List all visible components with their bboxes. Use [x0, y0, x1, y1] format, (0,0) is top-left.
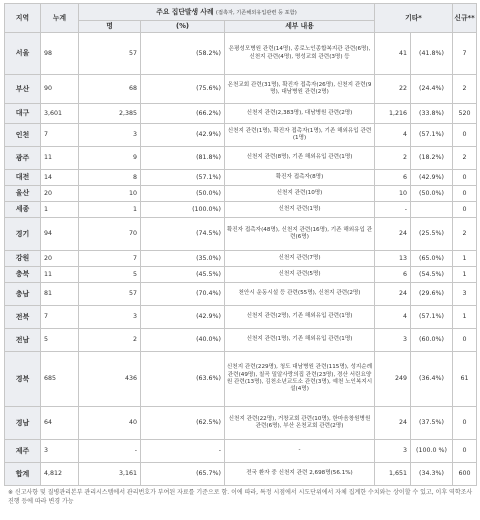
- cluster-count-cell: 3: [79, 306, 141, 329]
- region-cell: 세종: [5, 202, 41, 218]
- cluster-pct-cell: (35.0%): [141, 251, 225, 267]
- region-cell: 충남: [5, 283, 41, 306]
- cluster-pct-cell: (58.2%): [141, 33, 225, 75]
- other-count-cell: 6: [375, 267, 411, 283]
- other-pct-cell: (24.4%): [411, 75, 453, 104]
- new-cell: 520: [453, 104, 477, 124]
- detail-cell: 은평성모병원 관련(14명), 종로노인종합복지관 관련(6명), 신천지 관련(4명), 명성교회 관련(3명) 등: [225, 33, 375, 75]
- detail-cell: 신천지 관련(1명): [225, 202, 375, 218]
- cluster-pct-cell: (62.5%): [141, 407, 225, 440]
- col-cluster-group: [79, 4, 375, 21]
- cluster-count-cell: 5: [79, 267, 141, 283]
- col-other: 기타*: [375, 4, 453, 33]
- other-count-cell: 1,216: [375, 104, 411, 124]
- col-detail: 세부 내용: [225, 21, 375, 33]
- new-cell: 600: [453, 463, 477, 486]
- other-count-cell: 13: [375, 251, 411, 267]
- cumulative-cell: 1: [41, 202, 79, 218]
- table-row: [5, 267, 477, 283]
- new-cell: 2: [453, 75, 477, 104]
- cluster-pct-cell: -: [141, 440, 225, 463]
- detail-cell: 신천지 관련(10명): [225, 186, 375, 202]
- cluster-pct-cell: (40.0%): [141, 329, 225, 352]
- table-row: [5, 329, 477, 352]
- other-pct-cell: (57.1%): [411, 306, 453, 329]
- region-cell: 경북: [5, 352, 41, 407]
- cluster-pct-cell: (45.5%): [141, 267, 225, 283]
- other-count-cell: 41: [375, 33, 411, 75]
- cluster-count-cell: 2,385: [79, 104, 141, 124]
- other-pct-cell: (37.5%): [411, 407, 453, 440]
- other-pct-cell: (36.4%): [411, 352, 453, 407]
- other-count-cell: 10: [375, 186, 411, 202]
- new-cell: 0: [453, 329, 477, 352]
- other-pct-cell: (65.0%): [411, 251, 453, 267]
- col-new: 신규**: [453, 4, 477, 33]
- cumulative-cell: 3: [41, 440, 79, 463]
- cumulative-cell: 7: [41, 124, 79, 147]
- new-cell: 0: [453, 186, 477, 202]
- detail-cell: 확진자 접촉자(48명), 신천지 관련(16명), 기존 해외유입 관련(6명): [225, 218, 375, 251]
- other-pct-cell: (25.5%): [411, 218, 453, 251]
- table-row: [5, 283, 477, 306]
- total-row: [5, 463, 477, 486]
- detail-cell: 천안시 운동시설 등 관련(55명), 신천지 관련(2명): [225, 283, 375, 306]
- regional-status-table: [4, 3, 477, 486]
- region-cell: 전남: [5, 329, 41, 352]
- new-cell: 2: [453, 218, 477, 251]
- new-cell: 1: [453, 267, 477, 283]
- other-count-cell: 22: [375, 75, 411, 104]
- table-row: [5, 104, 477, 124]
- region-cell: 부산: [5, 75, 41, 104]
- new-cell: 1: [453, 251, 477, 267]
- new-cell: 1: [453, 306, 477, 329]
- table-row: [5, 75, 477, 104]
- cluster-count-cell: 8: [79, 170, 141, 186]
- other-pct-cell: [411, 202, 453, 218]
- other-pct-cell: (34.3%): [411, 463, 453, 486]
- detail-cell: 전국 환자 중 신천지 관련 2,698명(56.1%): [225, 463, 375, 486]
- cluster-pct-cell: (65.7%): [141, 463, 225, 486]
- table-row: [5, 186, 477, 202]
- other-count-cell: 4: [375, 306, 411, 329]
- new-cell: 2: [453, 147, 477, 170]
- table-row: [5, 147, 477, 170]
- cluster-pct-cell: (66.2%): [141, 104, 225, 124]
- table-row: [5, 33, 477, 75]
- detail-cell: 신천지 관련(1명), 확진자 접촉자(1명), 기존 해외유입 관련(1명): [225, 124, 375, 147]
- other-count-cell: 24: [375, 407, 411, 440]
- cluster-count-cell: -: [79, 440, 141, 463]
- table-row: [5, 306, 477, 329]
- region-cell: 서울: [5, 33, 41, 75]
- other-count-cell: 24: [375, 218, 411, 251]
- cumulative-cell: 11: [41, 267, 79, 283]
- other-count-cell: -: [375, 202, 411, 218]
- cluster-count-cell: 436: [79, 352, 141, 407]
- cumulative-cell: 20: [41, 186, 79, 202]
- other-pct-cell: (54.5%): [411, 267, 453, 283]
- other-pct-cell: (42.9%): [411, 170, 453, 186]
- cluster-count-cell: 70: [79, 218, 141, 251]
- footnote: ※ 신고사항 및 질병관리본부 관리시스템에서 관리번호가 부여된 자료를 기준으로 함. 이에 따라, 특정 시점에서 시도단위에서 자체 집계한 수치와는 상이할 수 있고, 이후 역학조사 진행 등에 따라 변경 가능: [8, 489, 473, 506]
- cumulative-cell: 20: [41, 251, 79, 267]
- table-row: [5, 407, 477, 440]
- other-pct-cell: (50.0%): [411, 186, 453, 202]
- new-cell: 61: [453, 352, 477, 407]
- cluster-pct-cell: (42.9%): [141, 306, 225, 329]
- cluster-count-cell: 10: [79, 186, 141, 202]
- cluster-count-cell: 3,161: [79, 463, 141, 486]
- region-cell: 광주: [5, 147, 41, 170]
- other-count-cell: 1,651: [375, 463, 411, 486]
- other-pct-cell: (41.8%): [411, 33, 453, 75]
- cluster-count-cell: 57: [79, 283, 141, 306]
- other-pct-cell: (100.0 %): [411, 440, 453, 463]
- other-pct-cell: (60.0%): [411, 329, 453, 352]
- new-cell: 3: [453, 283, 477, 306]
- region-cell: 경남: [5, 407, 41, 440]
- other-pct-cell: (29.6%): [411, 283, 453, 306]
- cluster-pct-cell: (75.6%): [141, 75, 225, 104]
- cluster-count-cell: 1: [79, 202, 141, 218]
- cumulative-cell: 90: [41, 75, 79, 104]
- detail-cell: 신천지 관련(5명): [225, 267, 375, 283]
- cluster-pct-cell: (74.5%): [141, 218, 225, 251]
- cluster-count-cell: 2: [79, 329, 141, 352]
- new-cell: 0: [453, 407, 477, 440]
- region-cell: 경기: [5, 218, 41, 251]
- detail-cell: 온천교회 관련(31명), 확진자 접촉자(26명), 신천지 관련(9명), 대남병원 관련(2명): [225, 75, 375, 104]
- cumulative-cell: 7: [41, 306, 79, 329]
- table-row: [5, 202, 477, 218]
- cumulative-cell: 64: [41, 407, 79, 440]
- region-cell: 제주: [5, 440, 41, 463]
- cluster-count-cell: 40: [79, 407, 141, 440]
- cluster-pct-cell: (100.0%): [141, 202, 225, 218]
- new-cell: 0: [453, 202, 477, 218]
- other-count-cell: 3: [375, 440, 411, 463]
- region-cell: 대구: [5, 104, 41, 124]
- detail-cell: 신천지 관련(229명), 청도 대남병원 관련(115명), 성지순례 관련(49명), 칠곡 밀알사랑의집 관련(23명), 경산 서린요양원 관련(13명), 김천소년교도소 관련(3명), 예천 노인복지시설(4명): [225, 352, 375, 407]
- cluster-pct-cell: (63.6%): [141, 352, 225, 407]
- col-cumulative: 누계: [41, 4, 79, 33]
- table-row: [5, 440, 477, 463]
- cluster-pct-cell: (70.4%): [141, 283, 225, 306]
- region-cell: 합계: [5, 463, 41, 486]
- cumulative-cell: 3,601: [41, 104, 79, 124]
- table-row: [5, 251, 477, 267]
- other-count-cell: 24: [375, 283, 411, 306]
- detail-cell: -: [225, 440, 375, 463]
- cluster-note: (접촉자, 기존해외유입관련 등 포함): [215, 9, 297, 16]
- detail-cell: 확진자 접촉자(8명): [225, 170, 375, 186]
- cluster-pct-cell: (50.0%): [141, 186, 225, 202]
- cumulative-cell: 81: [41, 283, 79, 306]
- region-cell: 강원: [5, 251, 41, 267]
- other-count-cell: 6: [375, 170, 411, 186]
- cumulative-cell: 4,812: [41, 463, 79, 486]
- detail-cell: 신천지 관련(1명), 기존 해외유입 관련(1명): [225, 329, 375, 352]
- other-count-cell: 2: [375, 147, 411, 170]
- other-count-cell: 249: [375, 352, 411, 407]
- cluster-count-cell: 9: [79, 147, 141, 170]
- cumulative-cell: 14: [41, 170, 79, 186]
- cluster-pct-cell: (57.1%): [141, 170, 225, 186]
- cluster-count-cell: 3: [79, 124, 141, 147]
- new-cell: 0: [453, 440, 477, 463]
- table-row: [5, 124, 477, 147]
- detail-cell: 신천지 관련(7명): [225, 251, 375, 267]
- other-pct-cell: (18.2%): [411, 147, 453, 170]
- table-row: [5, 170, 477, 186]
- other-pct-cell: (33.8%): [411, 104, 453, 124]
- region-cell: 충북: [5, 267, 41, 283]
- cumulative-cell: 11: [41, 147, 79, 170]
- cluster-pct-cell: (42.9%): [141, 124, 225, 147]
- region-cell: 전북: [5, 306, 41, 329]
- new-cell: 7: [453, 33, 477, 75]
- col-count: 명: [79, 21, 141, 33]
- col-pct: (%): [141, 21, 225, 33]
- cluster-count-cell: 68: [79, 75, 141, 104]
- cluster-count-cell: 7: [79, 251, 141, 267]
- cluster-count-cell: 57: [79, 33, 141, 75]
- other-count-cell: 4: [375, 124, 411, 147]
- region-cell: 인천: [5, 124, 41, 147]
- table-row: [5, 352, 477, 407]
- cumulative-cell: 94: [41, 218, 79, 251]
- detail-cell: 신천지 관련(2명), 기존 해외유입 관련(1명): [225, 306, 375, 329]
- cumulative-cell: 5: [41, 329, 79, 352]
- new-cell: 0: [453, 124, 477, 147]
- cluster-pct-cell: (81.8%): [141, 147, 225, 170]
- cluster-title: 주요 집단발생 사례: [156, 7, 214, 16]
- region-cell: 대전: [5, 170, 41, 186]
- new-cell: 0: [453, 170, 477, 186]
- detail-cell: 신천지 관련(8명), 기존 해외유입 관련(1명): [225, 147, 375, 170]
- other-pct-cell: (57.1%): [411, 124, 453, 147]
- region-cell: 울산: [5, 186, 41, 202]
- cumulative-cell: 685: [41, 352, 79, 407]
- col-region: 지역: [5, 4, 41, 33]
- detail-cell: 신천지 관련(22명), 거창교회 관련(10명), 한마음창원병원 관련(6명), 부산 온천교회 관련(2명): [225, 407, 375, 440]
- detail-cell: 신천지 관련(2,383명), 대남병원 관련(2명): [225, 104, 375, 124]
- table-row: [5, 218, 477, 251]
- cumulative-cell: 98: [41, 33, 79, 75]
- other-count-cell: 3: [375, 329, 411, 352]
